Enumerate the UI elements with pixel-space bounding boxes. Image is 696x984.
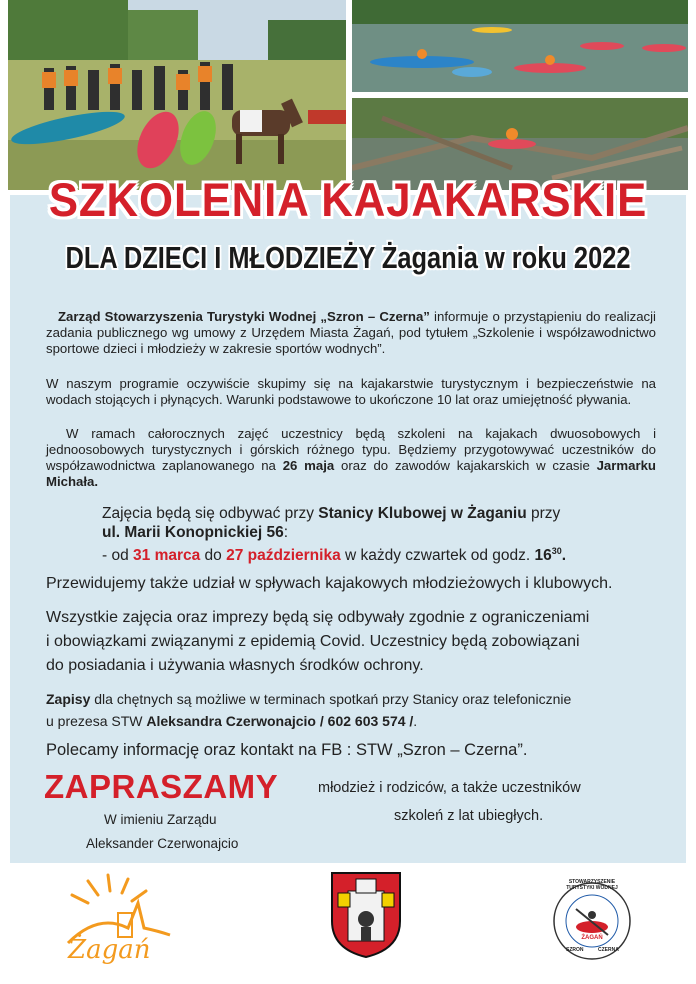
schedule-block xyxy=(102,504,662,565)
training-text: W ramach całorocznych zajęć uczestnicy będą szkoleni na kajakach dwuosobowych i jednoosobowych turystycznych i górskich różnego typu. Będziemy przygotowywać uczestników do współzawodnictwa zaplanowanego na xyxy=(46,426,656,473)
training-paragraph xyxy=(46,426,656,490)
program-paragraph: W naszym programie oczywiście skupimy się na kajakarstwie turystycznym i bezpieczeństwie na wodach stojących i płynących. Warunki podstawowe to ukończone 10 lat oraz umiejętność pływania. xyxy=(46,376,656,407)
signup-paragraph: Zapisy dla chętnych są możliwe w terminach spotkań przy Stanicy oraz telefonicznie u prezesa STW Aleksandra Czerwonajcio / 602 603 574 /. xyxy=(46,691,572,729)
schedule-line-1: Zajęcia będą się odbywać przy Stanicy Klubowej w Żaganiu przy xyxy=(102,505,561,522)
club-logo xyxy=(552,881,632,961)
venue-name: Stanicy Klubowej w Żaganiu xyxy=(318,505,527,522)
signature-line-1: W imieniu Zarządu xyxy=(104,812,217,827)
intro-text: informuje o przystąpieniu do realizacji zadania publicznego wg umowy z Urzędem Miasta Żagań, pod tytułem „Szkolenie i współzawodnictwo sportowe dzieci i młodzieży w zakresie sportów wodnych”. xyxy=(46,309,656,356)
training-text-2: oraz do zawodów kajakarskich w czasie xyxy=(334,458,597,473)
invite-line-1: młodzież i rodziców, a także uczestników xyxy=(318,780,581,796)
end-date: 27 października xyxy=(226,547,341,565)
invite-heading: ZAPRASZAMY xyxy=(44,768,279,805)
signature-name: Aleksander Czerwonajcio xyxy=(86,836,239,851)
competition-date: 26 maja xyxy=(282,458,335,473)
page-subtitle: DLA DZIECI I MŁODZIEŻY Żagania w roku 2022 xyxy=(65,240,631,275)
logos-strip xyxy=(0,863,696,984)
photo-kayakers-on-river xyxy=(352,0,688,92)
covid-line-2: i obowiązkami związanymi z epidemią Covid. Uczestnicy będą zobowiązani xyxy=(46,633,580,650)
club-logo-right-text: CZERNA xyxy=(598,947,619,953)
photo-collage xyxy=(0,0,696,200)
photo-group-with-kayaks-and-horse xyxy=(8,0,346,190)
club-logo-city-text: ŻAGAŃ xyxy=(581,935,603,941)
covid-paragraph xyxy=(46,606,666,678)
rafting-paragraph: Przewidujemy także udział w spływach kajakowych młodzieżowych i klubowych. xyxy=(46,575,613,592)
event-name: Jarmarku Michała. xyxy=(46,458,656,489)
start-date: 31 marca xyxy=(133,547,201,565)
zagan-city-logo xyxy=(58,873,178,973)
venue-address: ul. Marii Konopnickiej 56 xyxy=(102,524,284,541)
zagan-logo-text: Żagań xyxy=(68,935,151,965)
covid-line-3: do posiadania i używania własnych środków ochrony. xyxy=(46,657,424,674)
facebook-paragraph: Polecamy informację oraz kontakt na FB : STW „Szron – Czerna”. xyxy=(46,741,528,759)
schedule-line-3: - od 31 marca do 27 października w każdy czwartek od godz. $16^{30}$. xyxy=(102,546,567,565)
zagan-coat-of-arms xyxy=(330,871,402,959)
covid-line-1: Wszystkie zajęcia oraz imprezy będą się odbywały zgodnie z ograniczeniami xyxy=(46,609,590,626)
contact-info: Aleksandra Czerwonajcio / 602 603 574 / xyxy=(146,713,414,729)
club-logo-left-text: SZRON xyxy=(566,947,584,953)
club-logo-top-text: STOWARZYSZENIE TURYSTYKI WODNEJ xyxy=(566,879,618,891)
intro-paragraph xyxy=(46,309,656,357)
signup-label: Zapisy xyxy=(46,691,91,707)
start-minutes: 30 xyxy=(551,546,562,556)
page-title: SZKOLENIA KAJAKARSKIE xyxy=(48,173,648,226)
start-hour: 16 xyxy=(534,547,552,565)
invite-line-2: szkoleń z lat ubiegłych. xyxy=(394,808,544,824)
schedule-line-2: ul. Marii Konopnickiej 56: xyxy=(102,524,289,541)
organization-name: Zarząd Stowarzyszenia Turystyki Wodnej „Szron – Czerna” xyxy=(58,309,430,324)
